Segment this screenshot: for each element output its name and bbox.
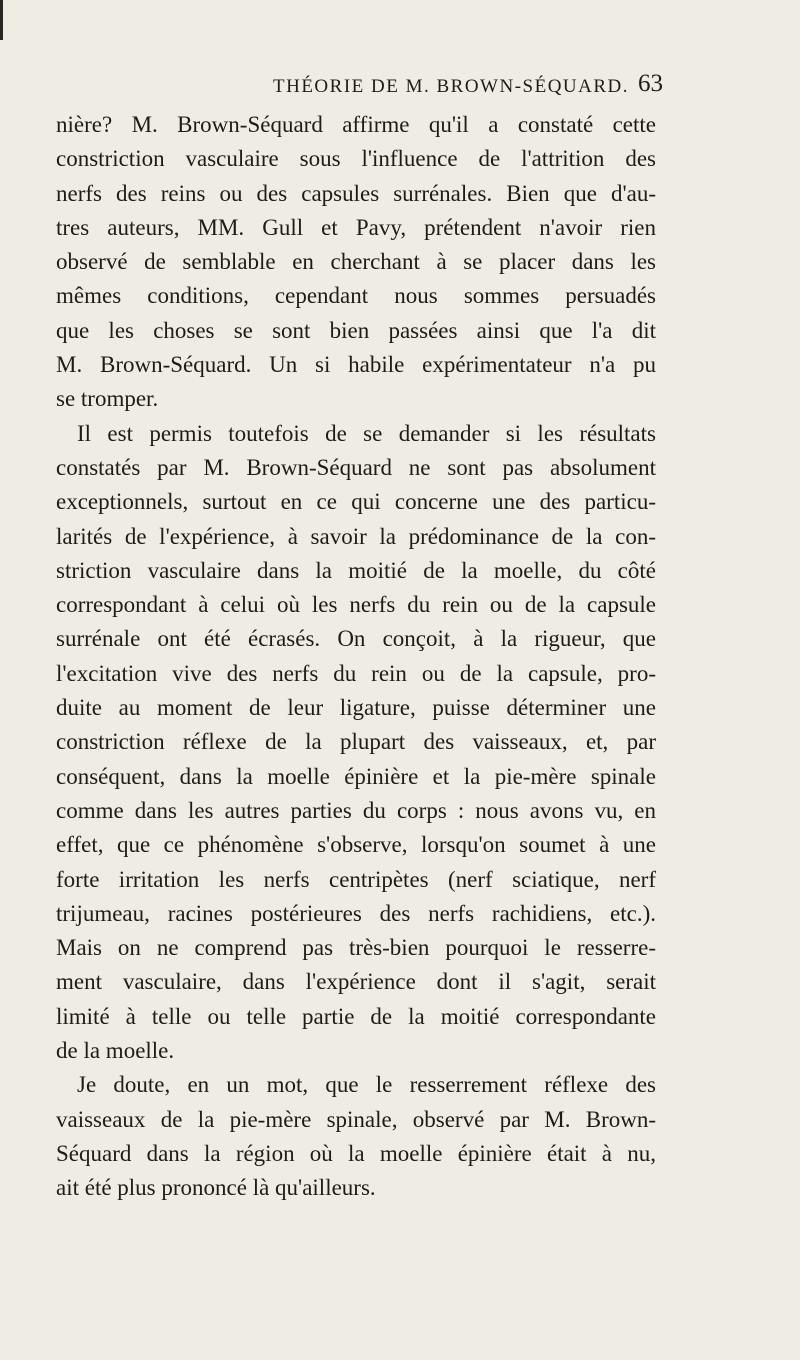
paragraph-2 [56, 417, 656, 1069]
text-line: Mais on ne comprend pas très-bien pourquoi le resserre- [56, 935, 656, 961]
text-line: observé de semblable en cherchant à se placer dans les [56, 249, 656, 275]
text-line: ment vasculaire, dans l'expérience dont il s'agit, serait [56, 969, 656, 995]
text-line: ait été plus prononcé là qu'ailleurs. [56, 1175, 376, 1201]
text-line: conséquent, dans la moelle épinière et la pie-mère spinale [56, 763, 656, 789]
text-line: constatés par M. Brown-Séquard ne sont pas absolument [56, 454, 656, 480]
text-line: vaisseaux de la pie-mère spinale, observé par M. Brown- [56, 1106, 656, 1132]
text-line: Séquard dans la région où la moelle épinière était à nu, [56, 1140, 656, 1166]
body-text [56, 108, 656, 1206]
text-line: surrénale ont été écrasés. On conçoit, à la rigueur, que [56, 626, 656, 652]
text-line: effet, que ce phénomène s'observe, lorsqu'on soumet à une [56, 832, 656, 858]
text-line: comme dans les autres parties du corps : nous avons vu, en [56, 797, 656, 823]
text-line: se tromper. [56, 386, 159, 412]
text-line: limité à telle ou telle partie de la moitié correspondante [56, 1003, 656, 1029]
text-line: Je doute, en un mot, que le resserrement réflexe des [77, 1072, 656, 1098]
text-line: nière? M. Brown-Séquard affirme qu'il a constaté cette [56, 112, 656, 137]
text-line: M. Brown-Séquard. Un si habile expérimentateur n'a pu [56, 352, 656, 378]
page-edge-shadow [0, 0, 3, 40]
text-line: mêmes conditions, cependant nous sommes persuadés [56, 283, 656, 309]
text-line: Il est permis toutefois de se demander si les résultats [77, 420, 656, 446]
text-line: constriction réflexe de la plupart des vaisseaux, et, par [56, 729, 656, 755]
text-line: exceptionnels, surtout en ce qui concerne une des particu- [56, 489, 656, 515]
text-line: tres auteurs, MM. Gull et Pavy, prétendent n'avoir rien [56, 214, 656, 240]
text-line: larités de l'expérience, à savoir la prédominance de la con- [56, 523, 656, 549]
text-line: duite au moment de leur ligature, puisse déterminer une [56, 695, 656, 721]
text-line: l'excitation vive des nerfs du rein ou de la capsule, pro- [56, 660, 656, 686]
text-line: forte irritation les nerfs centripètes (nerf sciatique, nerf [56, 866, 656, 892]
text-line: nerfs des reins ou des capsules surrénales. Bien que d'au- [56, 180, 656, 206]
text-line: de la moelle. [56, 1038, 175, 1064]
text-line: que les choses se sont bien passées ainsi que l'a dit [56, 317, 656, 343]
text-line: constriction vasculaire sous l'influence de l'attrition des [56, 146, 656, 172]
text-line: correspondant à celui où les nerfs du rein ou de la capsule [56, 592, 656, 618]
running-head: THÉORIE DE M. BROWN-SÉQUARD. [273, 76, 630, 97]
text-line: striction vasculaire dans la moitié de la moelle, du côté [56, 557, 656, 583]
text-line: trijumeau, racines postérieures des nerfs rachidiens, etc.). [56, 900, 656, 926]
page-number: 63 [638, 70, 663, 97]
page-header [0, 70, 800, 102]
paragraph-1 [56, 108, 656, 417]
paragraph-3 [56, 1068, 656, 1205]
